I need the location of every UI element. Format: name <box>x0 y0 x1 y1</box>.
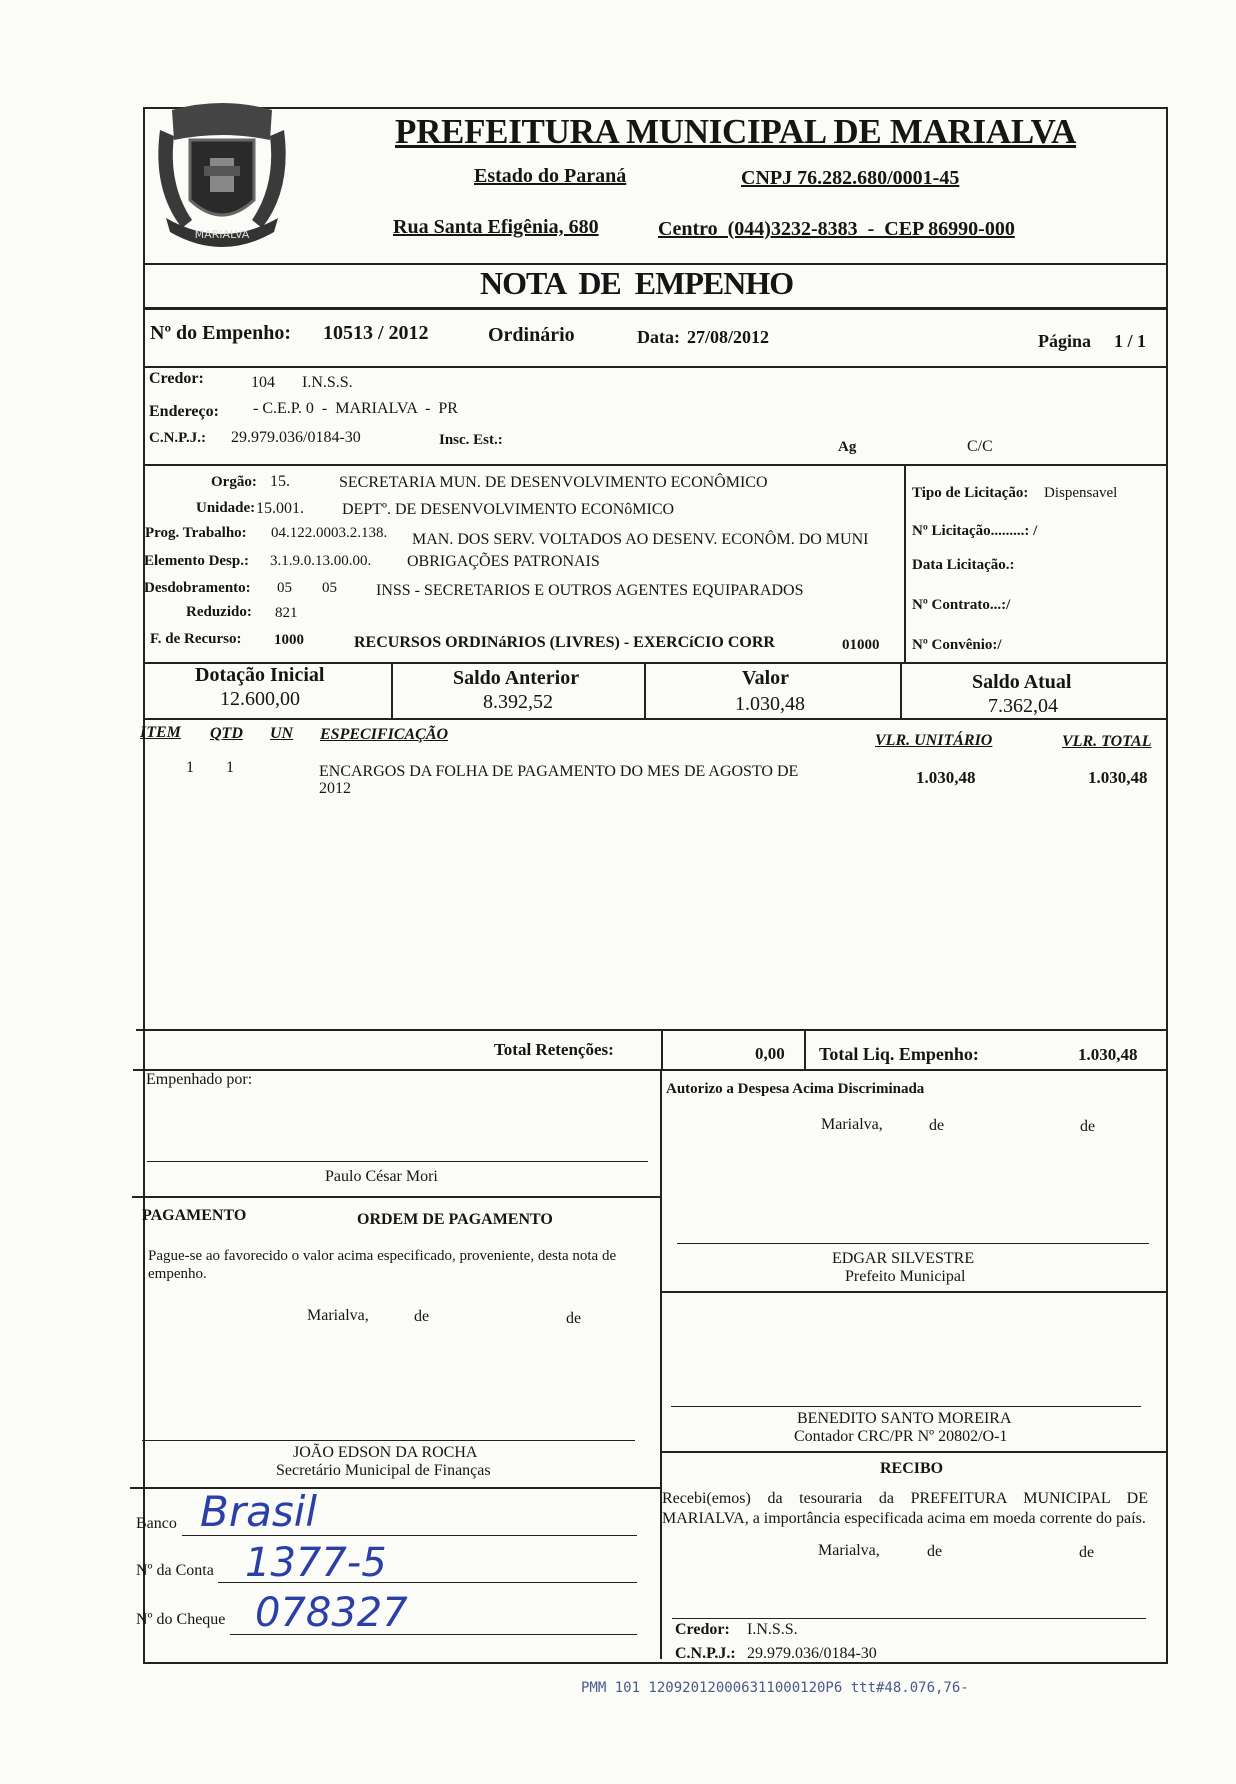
header-cnpj: CNPJ 76.282.680/0001-45 <box>741 167 960 189</box>
footer-code: PMM 101 120920120006311000120P6 ttt#48.076,76- <box>581 1680 969 1696</box>
credor-name: I.N.S.S. <box>302 374 353 391</box>
document-title: NOTA DE EMPENHO <box>480 265 794 301</box>
secretario-name: JOÃO EDSON DA ROCHA <box>293 1444 478 1461</box>
row-especificacao-line2: 2012 <box>319 780 351 797</box>
data-licitacao: Data Licitação.: <box>912 557 1015 573</box>
recibo-cnpj-value: 29.979.036/0184-30 <box>747 1645 877 1662</box>
cheque-label: Nº do Cheque <box>136 1611 226 1628</box>
prog-trabalho-label: Prog. Trabalho: <box>145 525 247 541</box>
saldo-atual-value: 7.362,04 <box>988 695 1058 717</box>
date-value: 27/08/2012 <box>687 327 770 347</box>
agencia-label: Ag <box>838 439 857 455</box>
desdobramento-label: Desdobramento: <box>144 580 251 596</box>
reduzido-value: 821 <box>275 605 298 621</box>
elemento-label: Elemento Desp.: <box>144 553 249 569</box>
pagamento-label: PAGAMENTO <box>142 1207 247 1224</box>
row-especificacao-line1: ENCARGOS DA FOLHA DE PAGAMENTO DO MES DE AGOSTO DE <box>319 763 799 780</box>
header-address: Centro (044)3232-8383 - CEP 86990-000 <box>658 218 1015 240</box>
num-convenio: Nº Convênio:/ <box>912 637 1002 653</box>
insc-est-label: Insc. Est.: <box>439 432 503 448</box>
saldo-atual-label: Saldo Atual <box>972 671 1072 693</box>
coat-of-arms-logo <box>152 100 292 252</box>
cnpj-label: C.N.P.J.: <box>149 430 206 446</box>
pagamento-de-2: de <box>566 1310 582 1327</box>
reduzido-label: Reduzido: <box>186 604 252 620</box>
conta-label: Nº da Conta <box>136 1562 214 1579</box>
num-licitacao: Nº Licitação.........: / <box>912 523 1038 539</box>
total-liquido-value: 1.030,48 <box>1078 1045 1138 1064</box>
col-header-vlr-unitario: VLR. UNITÁRIO <box>875 732 993 749</box>
tipo-licitacao-value: Dispensavel <box>1044 485 1118 501</box>
autorizo-de-2: de <box>1080 1118 1096 1135</box>
page-number: 1 / 1 <box>1114 331 1147 351</box>
prog-trabalho-code: 04.122.0003.2.138. <box>271 525 388 541</box>
valor-value: 1.030,48 <box>735 693 805 715</box>
prefeito-role: Prefeito Municipal <box>845 1268 966 1285</box>
col-header-qtd: QTD <box>210 725 243 742</box>
elemento-name: OBRIGAÇÕES PATRONAIS <box>407 553 600 570</box>
orgao-code: 15. <box>270 473 290 490</box>
recibo-credor-value: I.N.S.S. <box>747 1621 798 1638</box>
recurso-name: RECURSOS ORDINáRIOS (LIVRES) - EXERCíCIO CORR <box>354 634 775 651</box>
recibo-cnpj-label: C.N.P.J.: <box>675 1645 736 1662</box>
banco-handwritten: Brasil <box>200 1487 318 1536</box>
empenhado-por-label: Empenhado por: <box>146 1071 253 1088</box>
autorizo-label: Autorizo a Despesa Acima Discriminada <box>666 1081 925 1097</box>
total-retencoes-value: 0,00 <box>755 1044 785 1063</box>
recibo-city: Marialva, <box>818 1542 880 1559</box>
conta-handwritten: 1377-5 <box>245 1540 387 1586</box>
tipo-licitacao-label: Tipo de Licitação: <box>912 485 1029 501</box>
pagamento-de-1: de <box>414 1308 430 1325</box>
col-header-un: UN <box>270 725 294 742</box>
credor-label: Credor: <box>149 370 204 387</box>
recibo-text: Recebi(emos) da tesouraria da PREFEITURA MUNICIPAL DE MARIALVA, a importância especificada acima em moeda corrente do país. <box>662 1490 1148 1527</box>
date-label: Data: <box>637 327 680 347</box>
prefeito-name: EDGAR SILVESTRE <box>832 1250 975 1267</box>
empenho-type: Ordinário <box>488 324 575 346</box>
recurso-code-2: 01000 <box>842 637 880 653</box>
recibo-de-2: de <box>1079 1544 1095 1561</box>
total-retencoes-label: Total Retenções: <box>494 1040 614 1059</box>
unidade-name: DEPTº. DE DESENVOLVIMENTO ECONôMICO <box>342 501 675 518</box>
empenho-number: 10513 / 2012 <box>323 322 429 344</box>
row-item: 1 <box>186 759 194 776</box>
desdobramento-code-1: 05 <box>277 580 292 596</box>
header-street: Rua Santa Efigênia, 680 <box>393 216 599 238</box>
autorizo-de-1: de <box>929 1117 945 1134</box>
recurso-code: 1000 <box>274 632 304 648</box>
total-liquido-label: Total Liq. Empenho: <box>819 1044 979 1064</box>
row-vlr-total: 1.030,48 <box>1088 768 1148 787</box>
autorizo-city: Marialva, <box>821 1116 883 1133</box>
num-contrato: Nº Contrato...:/ <box>912 597 1011 613</box>
empenhado-por-name: Paulo César Mori <box>325 1168 438 1185</box>
saldo-anterior-value: 8.392,52 <box>483 691 553 713</box>
recibo-de-1: de <box>927 1543 943 1560</box>
row-vlr-unitario: 1.030,48 <box>916 768 976 787</box>
pagamento-city: Marialva, <box>307 1307 369 1324</box>
dotacao-label: Dotação Inicial <box>195 664 325 686</box>
recibo-credor-label: Credor: <box>675 1621 730 1638</box>
recurso-label: F. de Recurso: <box>150 631 242 647</box>
unidade-code: 15.001. <box>256 500 304 517</box>
row-qtd: 1 <box>226 759 234 776</box>
orgao-name: SECRETARIA MUN. DE DESENVOLVIMENTO ECONÔMICO <box>339 474 768 491</box>
unidade-label: Unidade: <box>196 500 256 516</box>
saldo-anterior-label: Saldo Anterior <box>453 667 580 689</box>
page-label: Página <box>1038 331 1092 351</box>
contador-role: Contador CRC/PR Nº 20802/O-1 <box>794 1428 1008 1445</box>
empenho-label: Nº do Empenho: <box>150 322 292 344</box>
credor-code: 104 <box>251 374 275 391</box>
conta-corrente-label: C/C <box>967 438 993 455</box>
col-header-item: ITEM <box>140 724 181 741</box>
state-name: Estado do Paraná <box>474 165 627 187</box>
ordem-pagamento-label: ORDEM DE PAGAMENTO <box>357 1211 553 1228</box>
contador-name: BENEDITO SANTO MOREIRA <box>797 1410 1012 1427</box>
endereco-value: - C.E.P. 0 - MARIALVA - PR <box>253 400 458 417</box>
recibo-title: RECIBO <box>880 1460 944 1477</box>
desdobramento-name: INSS - SECRETARIOS E OUTROS AGENTES EQUIPARADOS <box>376 582 804 599</box>
col-header-especificacao: ESPECIFICAÇÃO <box>320 726 449 743</box>
logo-banner-text: MARIALVA <box>194 228 250 241</box>
banco-label: Banco <box>136 1515 177 1532</box>
orgao-label: Orgão: <box>211 474 257 490</box>
col-header-vlr-total: VLR. TOTAL <box>1062 733 1152 750</box>
secretario-role: Secretário Municipal de Finanças <box>276 1462 491 1479</box>
page-title: PREFEITURA MUNICIPAL DE MARIALVA <box>395 112 1077 151</box>
pagamento-text: Pague-se ao favorecido o valor acima especificado, proveniente, desta nota de empenho. <box>148 1248 617 1282</box>
desdobramento-code-2: 05 <box>322 580 337 596</box>
valor-label: Valor <box>742 667 790 689</box>
dotacao-value: 12.600,00 <box>220 688 300 710</box>
cheque-handwritten: 078327 <box>255 1590 408 1636</box>
prog-trabalho-name: MAN. DOS SERV. VOLTADOS AO DESENV. ECONÔM. DO MUNI <box>412 531 869 548</box>
endereco-label: Endereço: <box>149 403 219 420</box>
credor-cnpj: 29.979.036/0184-30 <box>231 429 361 446</box>
elemento-code: 3.1.9.0.13.00.00. <box>270 553 372 569</box>
